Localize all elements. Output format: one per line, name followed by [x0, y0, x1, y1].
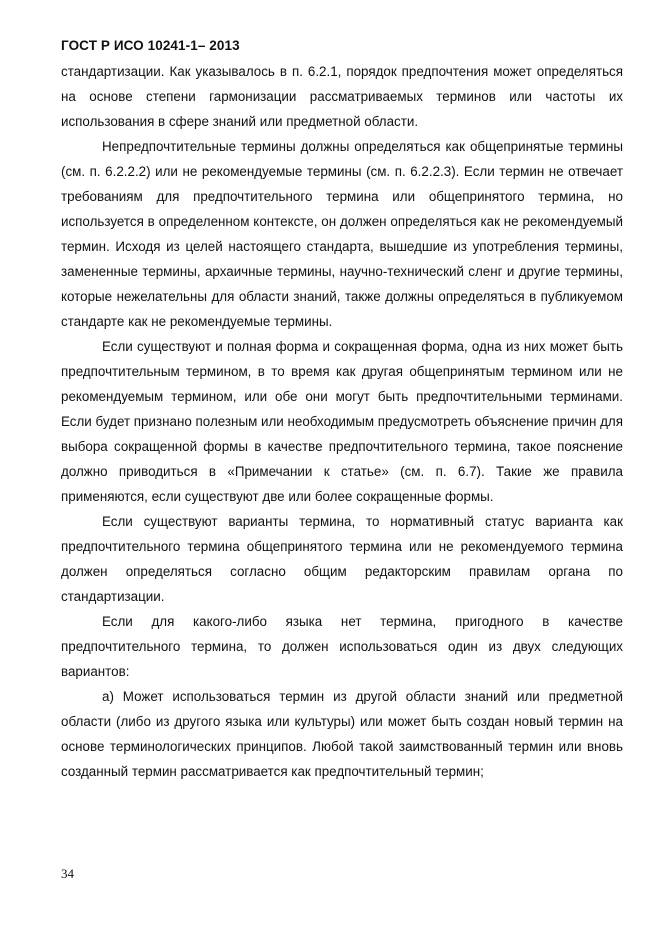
paragraph-full-and-abbreviated-forms: Если существуют и полная форма и сокращенная форма, одна из них может быть предпочтительным термином, в то время как другая общепринятым термином или не рекомендуемым термином, или обе они могут быть предпочтительными терминами. Если будет признано полезным или необходимым предусмотреть объяснение причин для выбора сокращенной формы в качестве предпочтительного термина, такое пояснение должно приводиться в «Примечании к статье» (см. п. 6.7). Такие же правила применяются, если существуют две или более сокращенные формы. — [61, 339, 623, 504]
paragraph-term-variants: Если существуют варианты термина, то нормативный статус варианта как предпочтительного термина общепринятого термина или не рекомендуемого термина должен определяться согласно общим редакторским правилам органа по стандартизации. — [61, 514, 623, 604]
paragraph-no-suitable-term: Если для какого-либо языка нет термина, пригодного в качестве предпочтительного термина, то должен использоваться один из двух следующих вариантов: — [61, 614, 623, 679]
document-body — [61, 59, 623, 784]
paragraph-non-preferred-terms: Непредпочтительные термины должны определяться как общепринятые термины (см. п. 6.2.2.2) или не рекомендуемые термины (см. п. 6.2.2.3). Если термин не отвечает требованиям для предпочтительного термина или общепринятого термина, но используется в определенном контексте, он должен определяться как не рекомендуемый термин. Исходя из целей настоящего стандарта, вышедшие из употребления термины, замененные термины, архаичные термины, научно-технический сленг и другие термины, которые нежелательны для области знаний, также должны определяться в публикуемом стандарте как не рекомендуемые термины. — [61, 139, 623, 329]
paragraph-continuation: стандартизации. Как указывалось в п. 6.2.1, порядок предпочтения может определяться на основе степени гармонизации рассматриваемых терминов или частоты их использования в сфере знаний или предметной области. — [61, 64, 623, 129]
page-header-standard-code: ГОСТ Р ИСО 10241-1– 2013 — [61, 38, 240, 53]
page-number: 34 — [61, 866, 74, 881]
list-item-a: а) Может использоваться термин из другой области знаний или предметной области (либо из другого языка или культуры) или может быть создан новый термин на основе терминологических принципов. Любой такой заимствованный термин или вновь созданный термин рассматривается как предпочтительный термин; — [61, 689, 623, 779]
